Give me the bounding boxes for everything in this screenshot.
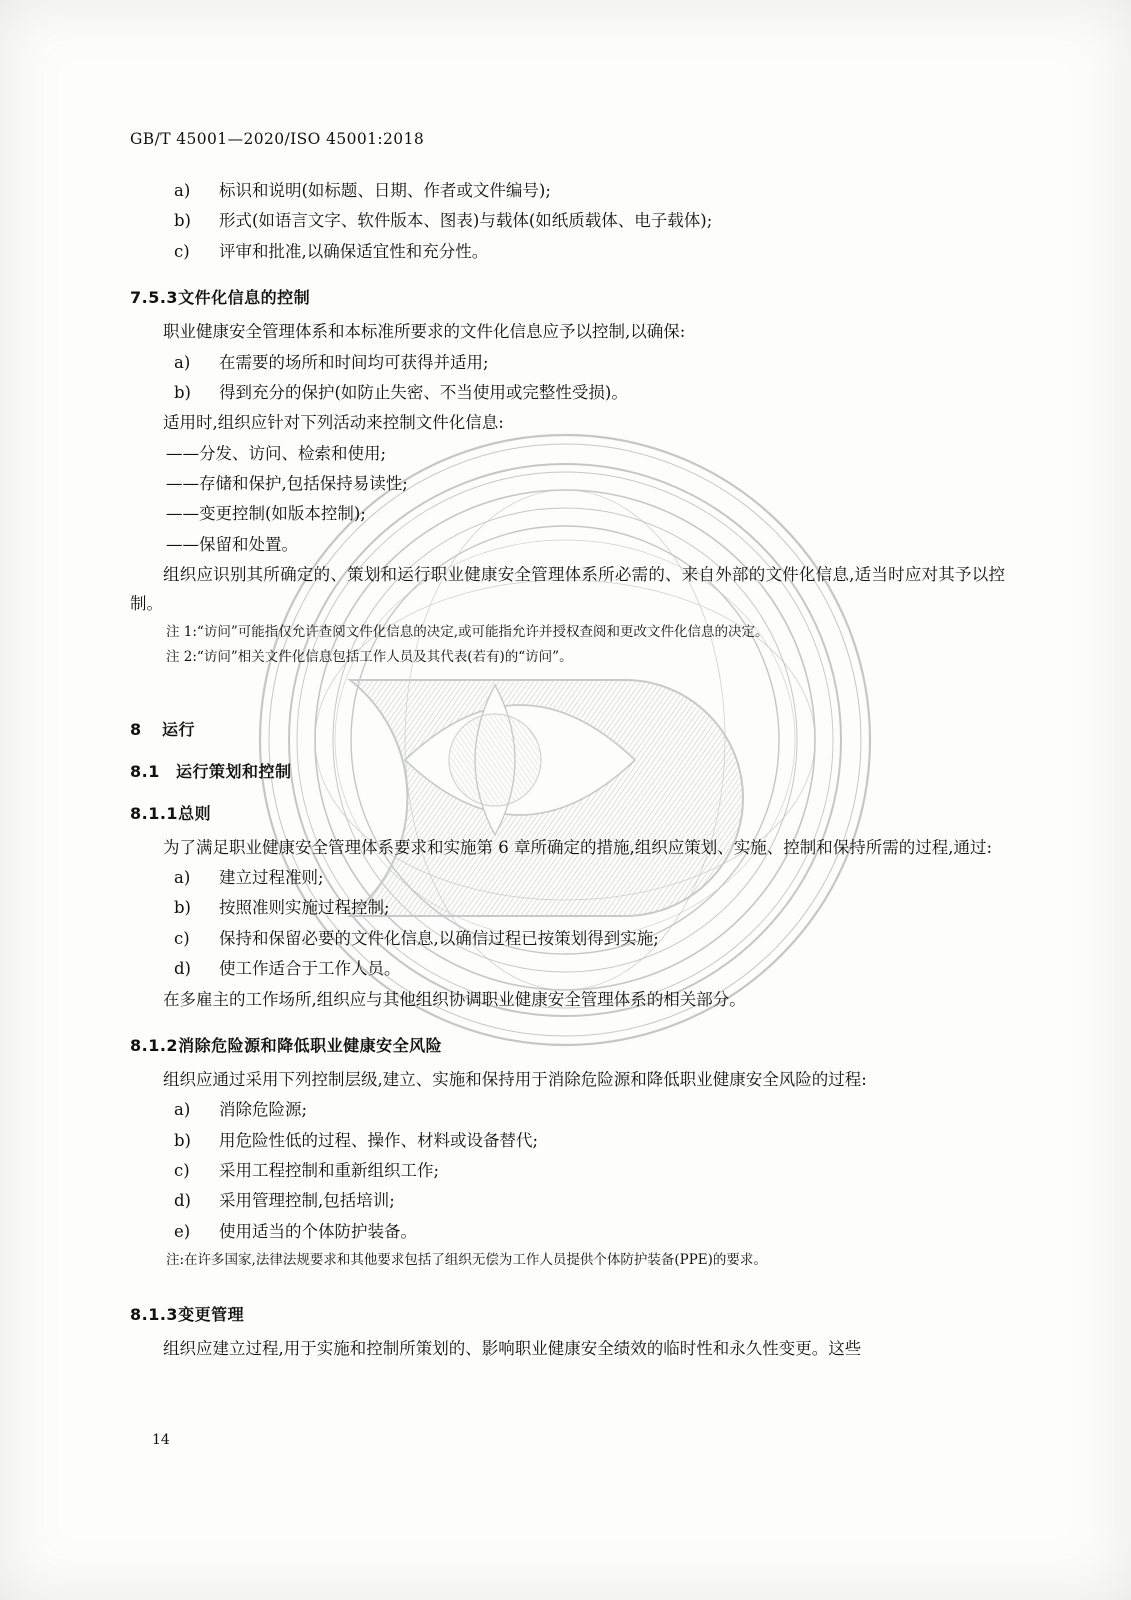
list-marker: b) (174, 382, 191, 402)
section-number: 8.1.3 (130, 1304, 179, 1324)
list-marker: d) (174, 959, 191, 979)
list-item (130, 1096, 1005, 1124)
list-text: 形式(如语言文字、软件版本、图表)与载体(如纸质载体、电子载体); (219, 211, 713, 231)
section-number: 7.5.3 (130, 288, 179, 308)
note: 注:在许多国家,法律法规要求和其他要求包括了组织无偿为工作人员提供个体防护装备(PPE)的要求。 (166, 1252, 767, 1269)
list-text: 得到充分的保护(如防止失密、不当使用或完整性受损)。 (219, 382, 628, 402)
section-title: 运行 (162, 719, 196, 739)
dash-item: ——变更控制(如版本控制); (166, 504, 366, 524)
list-text: 评审和批准,以确保适宜性和充分性。 (219, 241, 489, 261)
list-text: 使工作适合于工作人员。 (219, 959, 401, 979)
list-marker: c) (174, 1161, 190, 1181)
section-number: 8 (130, 719, 142, 739)
list-item (130, 207, 1005, 235)
list-marker: a) (174, 181, 191, 200)
list-item (130, 864, 1005, 892)
list-item (130, 379, 1005, 407)
list-text: 在需要的场所和时间均可获得并适用; (219, 352, 489, 372)
list-marker: a) (174, 352, 191, 372)
list-marker: e) (174, 1221, 191, 1241)
list-item (130, 1157, 1005, 1185)
paragraph: 组织应识别其所确定的、策划和运行职业健康安全管理体系所必需的、来自外部的文件化信息,适当时应对其予以控制。 (130, 565, 1005, 613)
note: 注 2:“访问”相关文件化信息包括工作人员及其代表(若有)的“访问”。 (166, 649, 573, 666)
list-text: 按照准则实施过程控制; (219, 898, 390, 918)
paragraph: 职业健康安全管理体系和本标准所要求的文件化信息应予以控制,以确保: (163, 322, 686, 342)
page-header: GB/T 45001—2020/ISO 45001:2018 (130, 130, 425, 148)
paragraph: 在多雇主的工作场所,组织应与其他组织协调职业健康安全管理体系的相关部分。 (163, 989, 746, 1009)
list-item (130, 955, 1005, 983)
section-title: 总则 (178, 803, 212, 823)
dash-item: ——分发、访问、检索和使用; (166, 443, 387, 463)
section-heading-8-1-1 (130, 801, 1005, 824)
list-item (130, 894, 1005, 922)
list-marker: b) (174, 898, 191, 918)
section-heading-8-1-3 (130, 1302, 1005, 1325)
section-number: 8.1.1 (130, 803, 179, 823)
section-title: 消除危险源和降低职业健康安全风险 (178, 1035, 443, 1055)
section-heading-7-5-3 (130, 285, 1005, 308)
section-heading-8-1 (130, 759, 1005, 782)
paragraph: 组织应建立过程,用于实施和控制所策划的、影响职业健康安全绩效的临时性和永久性变更。这些 (163, 1338, 862, 1358)
list-marker: d) (174, 1191, 191, 1211)
list-marker: c) (174, 241, 190, 261)
list-item (130, 238, 1005, 266)
dash-item: ——存储和保护,包括保持易读性; (166, 474, 408, 493)
list-text: 保持和保留必要的文件化信息,以确信过程已按策划得到实施; (219, 928, 659, 948)
note: 注 1:“访问”可能指仅允许查阅文件化信息的决定,或可能指允许并授权查阅和更改文件化信息的决定。 (166, 623, 769, 640)
section-number: 8.1 (130, 761, 160, 781)
list-marker: a) (174, 1100, 191, 1120)
section-number: 8.1.2 (130, 1035, 179, 1055)
list-item (130, 925, 1005, 953)
list-text: 采用管理控制,包括培训; (219, 1191, 395, 1211)
page-body (130, 175, 1005, 1365)
list-item (130, 177, 1005, 205)
list-item (130, 1187, 1005, 1215)
list-text: 用危险性低的过程、操作、材料或设备替代; (219, 1130, 539, 1150)
dash-item: ——保留和处置。 (166, 534, 298, 554)
list-marker: c) (174, 928, 190, 948)
list-text: 采用工程控制和重新组织工作; (219, 1161, 440, 1181)
list-marker: b) (174, 211, 191, 231)
list-text: 建立过程准则; (219, 868, 324, 888)
list-marker: a) (174, 868, 191, 888)
section-heading-8 (130, 717, 1005, 740)
section-heading-8-1-2 (130, 1033, 1005, 1056)
list-marker: b) (174, 1130, 191, 1150)
paragraph: 适用时,组织应针对下列活动来控制文件化信息: (163, 413, 504, 433)
list-item (130, 349, 1005, 377)
list-item (130, 1127, 1005, 1155)
page-number: 14 (152, 1432, 170, 1448)
list-text: 标识和说明(如标题、日期、作者或文件编号); (219, 181, 551, 200)
section-title: 文件化信息的控制 (178, 288, 311, 308)
list-text: 使用适当的个体防护装备。 (219, 1221, 417, 1241)
list-item (130, 1218, 1005, 1246)
list-text: 消除危险源; (219, 1100, 308, 1120)
section-title: 变更管理 (178, 1304, 245, 1324)
paragraph: 组织应通过采用下列控制层级,建立、实施和保持用于消除危险源和降低职业健康安全风险的过程: (163, 1069, 867, 1089)
paragraph: 为了满足职业健康安全管理体系要求和实施第 6 章所确定的措施,组织应策划、实施、控制和保持所需的过程,通过: (163, 837, 993, 857)
section-title: 运行策划和控制 (176, 761, 292, 781)
